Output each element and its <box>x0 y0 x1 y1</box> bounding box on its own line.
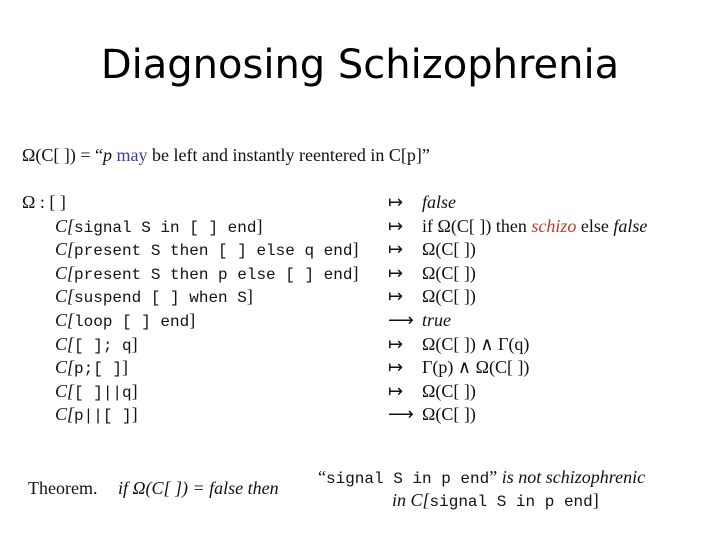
rule-lhs <box>55 239 358 260</box>
rule-close: ] <box>246 286 253 307</box>
rule-rhs <box>422 381 476 402</box>
theorem-code: signal S in p end <box>326 470 490 488</box>
rule-context: C[ <box>55 380 75 401</box>
rule-lhs <box>55 263 358 284</box>
rule-close: ] <box>131 380 138 401</box>
rule-rhs-value: Ω(C[ ]) <box>422 262 476 283</box>
rule-rhs <box>422 192 456 213</box>
rule-code: [ ]; q <box>74 336 132 355</box>
rule-context: C[ <box>55 310 75 330</box>
rule-close: ] <box>122 357 129 378</box>
rule-rhs-value: false <box>422 192 456 212</box>
rule-rhs-value: Ω(C[ ]) <box>422 239 476 260</box>
rule-rhs-value: true <box>422 310 451 330</box>
rule-close: ] <box>256 215 263 236</box>
rule-context: C[ <box>55 357 75 378</box>
rule-rhs <box>422 310 451 331</box>
rule-close: ] <box>131 333 138 354</box>
rule-context: C[ <box>55 404 75 425</box>
theorem-label: Theorem. <box>28 478 98 498</box>
theorem-code2: signal S in p end <box>429 493 593 511</box>
rule-arrow: ↦ <box>388 215 404 237</box>
rule-lhs <box>55 334 138 355</box>
rule-context: C[ <box>55 333 75 354</box>
rule-rhs-false: false <box>613 215 648 236</box>
theorem-quote-open: “ <box>318 467 326 487</box>
rule-rhs <box>422 263 476 284</box>
rule-arrow: ↦ <box>388 380 404 402</box>
rule-arrow: ↦ <box>388 239 404 261</box>
rule-lhs <box>55 216 262 237</box>
rule-rhs-value: Ω(C[ ]) <box>422 286 476 307</box>
rule-context: C[ <box>55 262 75 283</box>
rule-rhs-else: else <box>580 215 609 236</box>
rule-code: suspend [ ] when S <box>74 289 247 308</box>
rule-arrow: ⟶ <box>388 404 414 426</box>
rule-code: present S then [ ] else q end <box>74 242 353 261</box>
definition-line <box>22 145 430 166</box>
rule-lhs <box>55 357 128 378</box>
theorem-statement <box>318 467 645 488</box>
rule-rhs-if: if Ω(C[ ]) then <box>422 215 527 236</box>
rule-close: ] <box>352 239 359 260</box>
rule-lhs <box>55 404 138 425</box>
definition-lhs: Ω(C[ ]) = “ <box>22 145 103 165</box>
theorem-condition: if Ω(C[ ]) = false then <box>118 478 279 498</box>
rule-close: ] <box>352 262 359 283</box>
rule-lhs <box>55 381 138 402</box>
rule-arrow: ↦ <box>388 286 404 308</box>
rule-rhs-value: Ω(C[ ]) <box>422 380 476 401</box>
definition-may: may <box>116 145 148 165</box>
omega-label: Ω : [ ] <box>22 192 66 212</box>
rule-arrow: ↦ <box>388 357 404 379</box>
slide-title: Diagnosing Schizophrenia <box>100 42 620 88</box>
rule-arrow: ↦ <box>388 333 404 355</box>
rule-close: ] <box>189 310 196 330</box>
definition-p: p <box>103 145 112 165</box>
rule-rhs-value: Ω(C[ ]) ∧ Γ(q) <box>422 333 530 354</box>
theorem-close: ] <box>592 490 599 510</box>
theorem-in: in C[ <box>392 490 430 510</box>
rule-code: signal S in [ ] end <box>74 218 257 237</box>
rule-rhs-value: Ω(C[ ]) <box>422 404 476 425</box>
rule-rhs <box>422 404 476 425</box>
rule-code: p||[ ] <box>74 407 132 426</box>
definition-rest: be left and instantly reentered in C[p]” <box>152 145 430 165</box>
rule-rhs <box>422 286 476 307</box>
rule-rhs <box>422 357 529 378</box>
rule-close: ] <box>131 404 138 425</box>
rule-context: C[ <box>55 286 75 307</box>
rule-rhs <box>422 239 476 260</box>
rule-rhs-value: Γ(p) ∧ Ω(C[ ]) <box>422 357 530 378</box>
rule-rhs <box>422 334 529 355</box>
rule-code: p;[ ] <box>74 360 123 379</box>
rule-arrow: ↦ <box>388 262 404 284</box>
theorem-quote-close: ” <box>489 467 498 487</box>
rule-lhs <box>55 286 253 307</box>
theorem-claim: is not schizophrenic <box>501 467 646 487</box>
rule-context: C[ <box>55 239 75 260</box>
rule-rhs-schizo: schizo <box>531 215 577 236</box>
rule-code: loop [ ] end <box>74 313 190 331</box>
rule-rhs <box>422 216 647 237</box>
rule-arrow: ↦ <box>388 192 404 213</box>
rule-context: C[ <box>55 215 75 236</box>
rule-code: [ ]||q <box>74 383 132 402</box>
rule-arrow: ⟶ <box>388 310 414 331</box>
theorem-context <box>392 490 599 511</box>
rule-code: present S then p else [ ] end <box>74 265 353 284</box>
rule-lhs <box>55 310 195 331</box>
